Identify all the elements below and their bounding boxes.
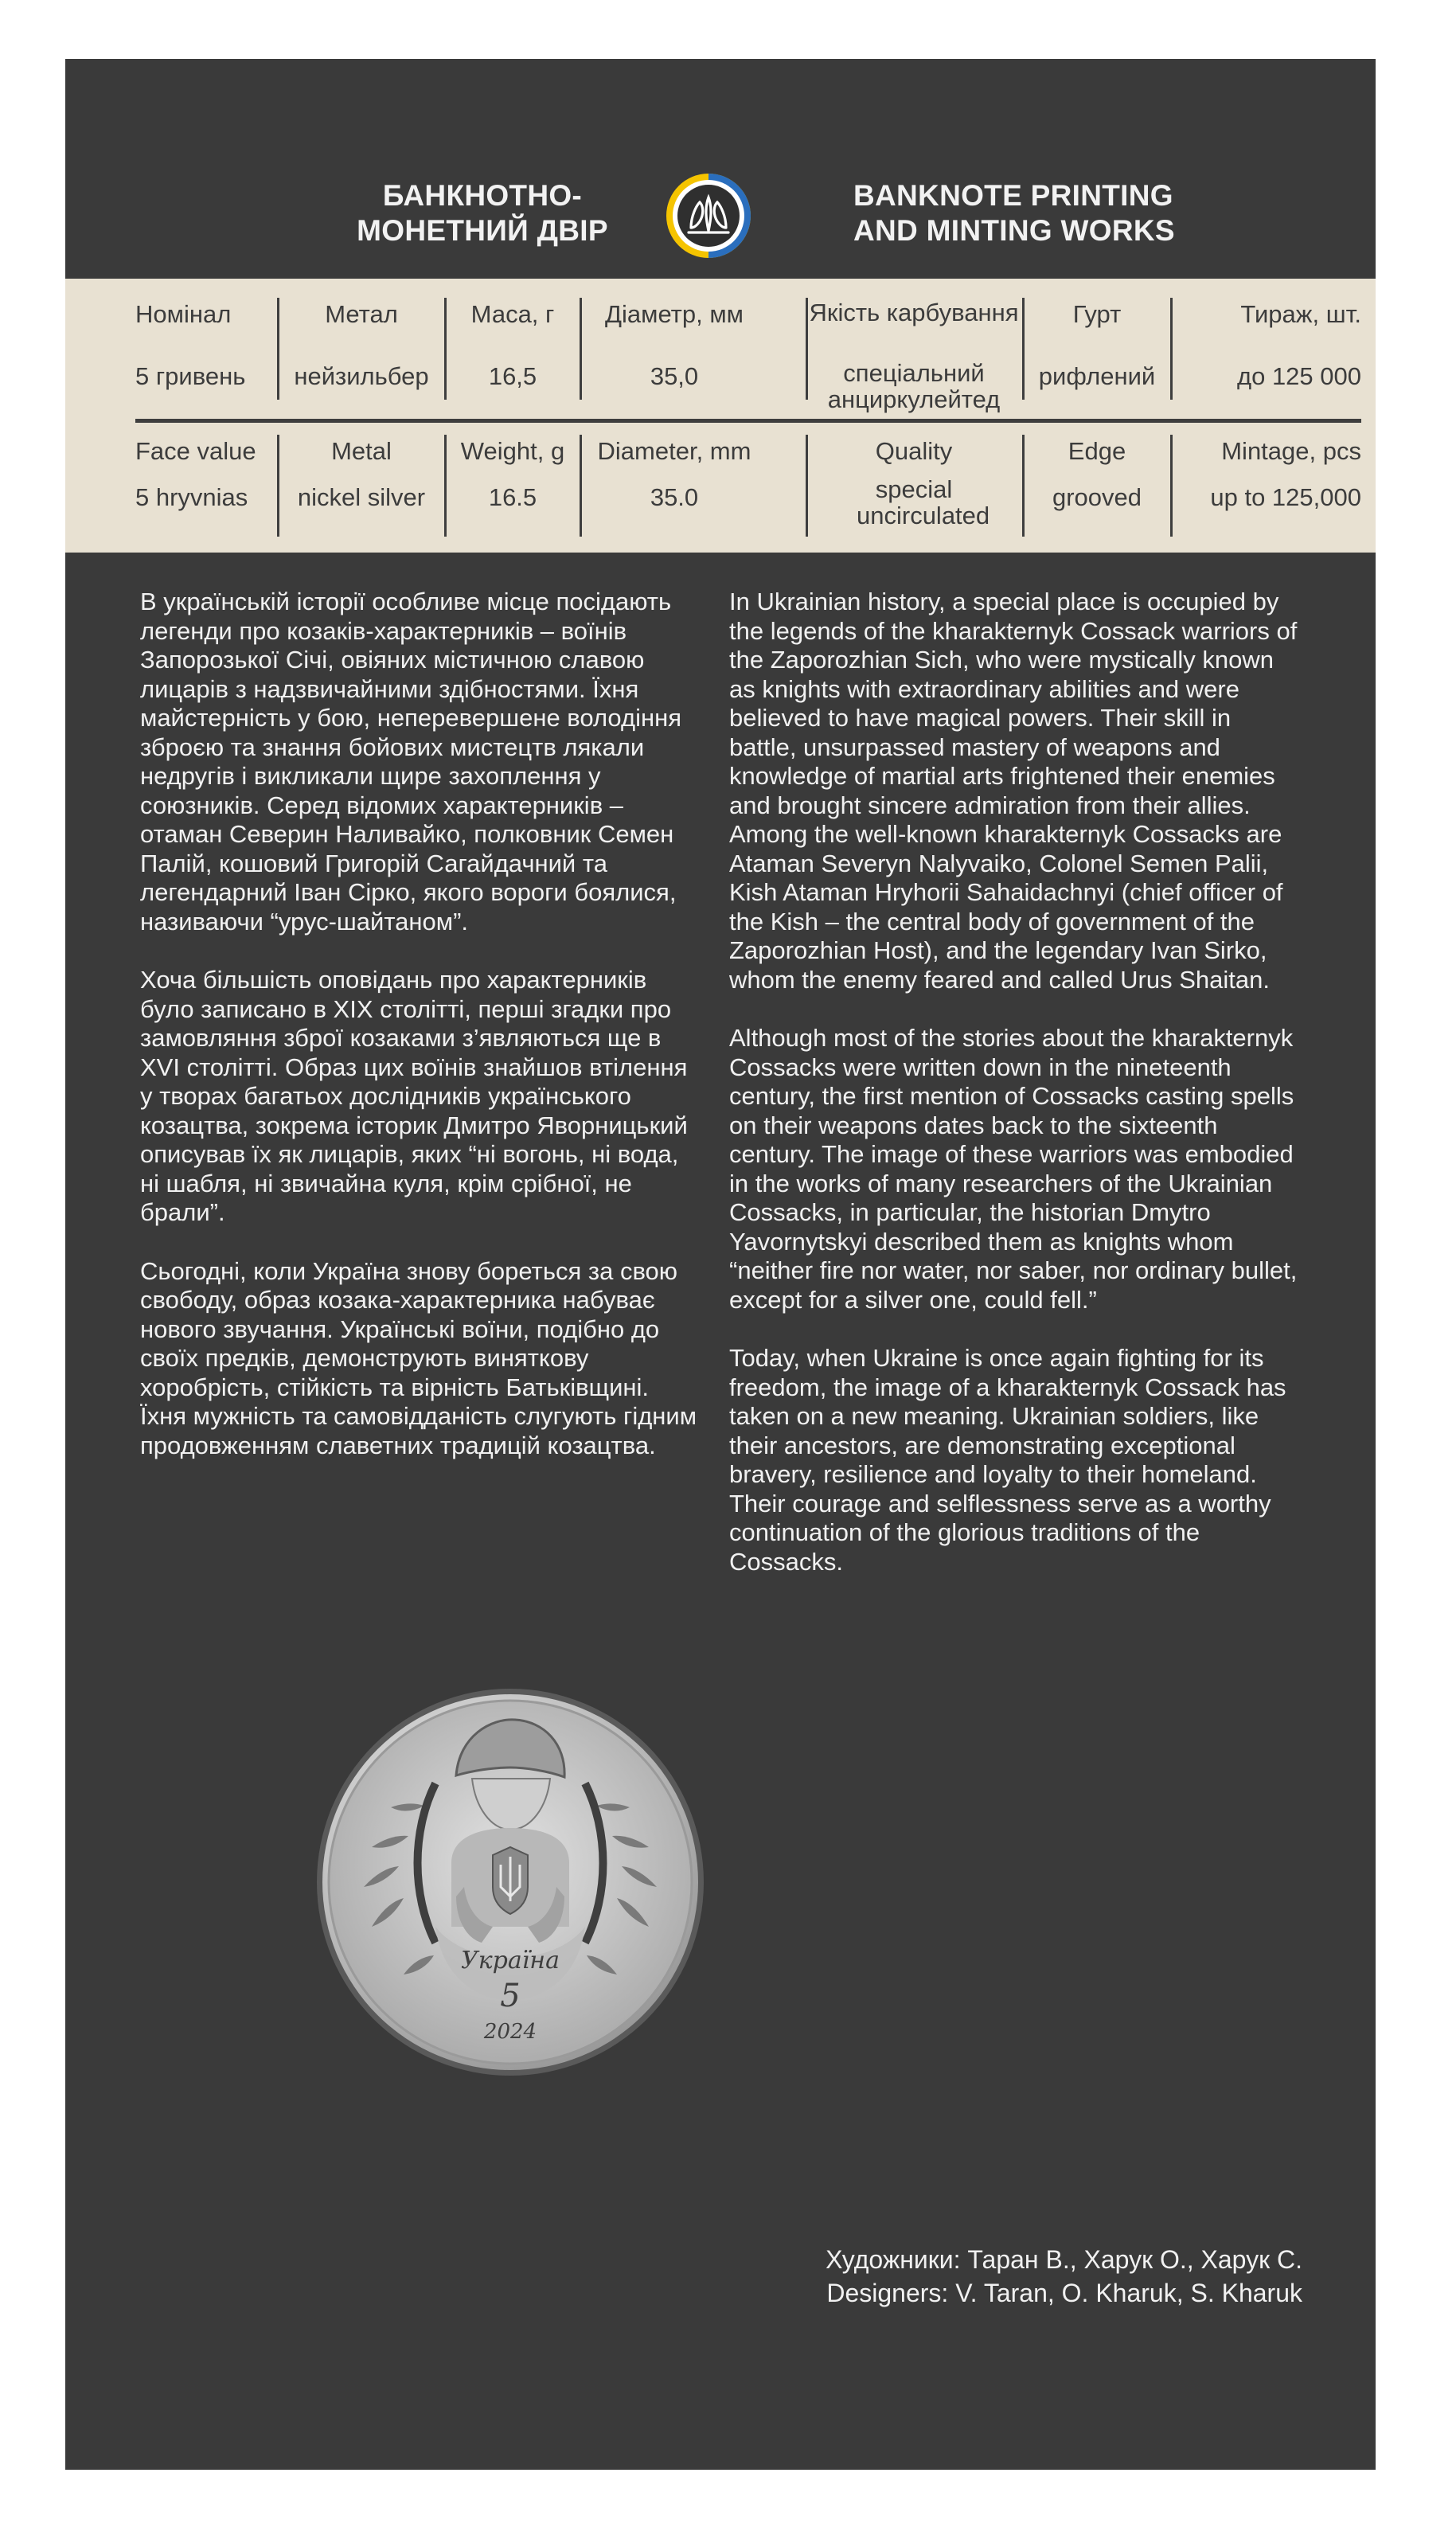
spec-header: Quality (875, 437, 953, 465)
spec-divider (806, 435, 808, 537)
spec-col-weight-ua (449, 293, 576, 404)
designers-credit-en: Designers: V. Taran, O. Kharuk, S. Kharuk (826, 2279, 1302, 2307)
spec-header: Face value (135, 437, 256, 465)
spec-header: Edge (1068, 437, 1126, 465)
spec-col-face-value-ua (135, 293, 271, 404)
header (65, 59, 1376, 275)
spec-value: нейзильбер (294, 362, 429, 390)
description-ua (140, 588, 697, 1490)
spec-header: Гурт (1072, 300, 1122, 328)
spec-col-face-value-en (135, 430, 271, 541)
mint-title-ua (347, 178, 618, 248)
spec-divider (444, 435, 447, 537)
spec-value: up to 125,000 (1210, 483, 1361, 511)
spec-value: рифлений (1038, 362, 1156, 390)
spec-value: 35,0 (650, 362, 699, 390)
description-paragraph: Сьогодні, коли Україна знову бореться за свою свободу, образ козака-характерника набуває нового звучання. Українські воїни, подібно до своїх предків, демонструють виняткову хоробрість, стійкість та вірність Батьківщині. Їхня мужність та самовідданість слугують гідним продовженням славетних традицій козацтва. (140, 1256, 697, 1459)
spec-value: спеціальний анциркулейтед (827, 359, 1001, 413)
spec-header: Weight, g (460, 437, 565, 465)
description-paragraph: Хоча більшість оповідань про характерників було записано в XIX столітті, перші згадки про замовляння зброї козаками з’являються ще в XVI столітті. Образ цих воїнів знайшов втілення у творах багатьох дослідників українського козацтва, зокрема історик Дмитро Яворницький описував їх як лицарів, яких “ні вогонь, ні вода, ні шабля, ні звичайна куля, крім срібної, не брали”. (140, 966, 688, 1226)
spec-col-quality-ua (809, 293, 1019, 413)
spec-col-diameter-ua (584, 293, 764, 404)
spec-value: 16,5 (488, 362, 537, 390)
spec-header: Номінал (135, 300, 232, 328)
description-paragraph: Although most of the stories about the kharakternyk Cossacks were written down in the nineteenth century, the first mention of Cossacks casting spells on their weapons dates back to the sixteenth century. The image of these warriors was embodied in the works of many researchers of the Ukrainian Cossacks, in particular, the historian Dmytro Yavornytskyi described them as knights whom “neither fire nor water, nor saber, nor ordinary bullet, except for a silver one, could fell.” (729, 1024, 1298, 1314)
mint-title-ua-line2: МОНЕТНИЙ ДВІР (357, 214, 608, 247)
spec-value: grooved (1052, 483, 1142, 511)
spec-value: nickel silver (297, 483, 426, 511)
spec-value: 35.0 (650, 483, 699, 511)
coin-folder-card (65, 59, 1376, 2470)
spec-divider (580, 435, 582, 537)
spec-col-edge-en (1027, 430, 1167, 541)
coin-denomination: 5 (500, 1978, 521, 2014)
spec-value: 16.5 (488, 483, 537, 511)
spec-col-mintage-en (1175, 430, 1361, 541)
description-paragraph: В українській історії особливе місце посідають легенди про козаків-характерників – воїнів Запорозької Січі, овіяних містичною славою лицарів з надзвичайними здібностями. Їхня майстерність у бою, неперевершене володіння зброєю та знання бойових мистецтв лякали недругів і викликали щире захоплення у союзників. Серед відомих характерників – отаман Северин Наливайко, полковник Семен Палій, кошовий Григорій Сагайдачний та легендарний Іван Сірко, якого вороги боялися, називаючи “урус-шайтаном”. (140, 588, 681, 936)
spec-divider (806, 298, 808, 400)
spec-value: до 125 000 (1237, 362, 1361, 390)
spec-value: special uncirculated (857, 475, 990, 529)
spec-value: 5 гривень (135, 362, 246, 390)
coin-inscription: Україна (461, 1947, 560, 1975)
spec-value: 5 hryvnias (135, 483, 248, 511)
spec-col-edge-ua (1027, 293, 1167, 404)
mint-title-en-line1: BANKNOTE PRINTING (853, 179, 1173, 212)
designers-credit-ua: Художники: Таран В., Харук О., Харук С. (826, 2245, 1302, 2274)
spec-header: Mintage, pcs (1221, 437, 1361, 465)
spec-col-weight-en (449, 430, 576, 541)
spec-col-metal-en (282, 430, 441, 541)
mint-title-ua-line1: БАНКНОТНО- (382, 179, 583, 212)
spec-divider (580, 298, 582, 400)
mint-emblem-icon (665, 172, 752, 260)
spec-header: Тираж, шт. (1240, 300, 1361, 328)
spec-col-mintage-ua (1175, 293, 1361, 404)
mint-title-en-line2: AND MINTING WORKS (853, 214, 1175, 247)
description-paragraph: In Ukrainian history, a special place is occupied by the legends of the kharakternyk Cossack warriors of the Zaporozhian Sich, who were mystically known as knights with extraordinary abilities and were believed to have magical powers. Their skill in battle, unsurpassed mastery of weapons and knowledge of martial arts frightened their enemies and brought sincere admiration from their allies. Among the well-known kharakternyk Cossacks are Ataman Severyn Nalyvaiko, Colonel Semen Palii, Kish Ataman Hryhorii Sahaidachnyi (chief officer of the Kish – the central body of government of the Zaporozhian Host), and the legendary Ivan Sirko, whom the enemy feared and called Urus Shaitan. (729, 588, 1298, 994)
specifications-band (65, 279, 1376, 553)
coin-year: 2024 (483, 2020, 537, 2044)
description-en (729, 588, 1302, 1606)
spec-divider (1022, 435, 1025, 537)
spec-divider (277, 435, 279, 537)
spec-header: Metal (331, 437, 392, 465)
spec-divider (1022, 298, 1025, 400)
description-paragraph: Today, when Ukraine is once again fighting for its freedom, the image of a kharakternyk Cossack has taken on a new meaning. Ukrainian soldiers, like their ancestors, are demonstrating exceptional bravery, resilience and loyalty to their homeland. Their courage and selflessness serve as a worthy continuation of the glorious traditions of the Cossacks. (729, 1344, 1286, 1576)
spec-divider (277, 298, 279, 400)
mint-title-en (853, 178, 1204, 248)
spec-col-quality-en (809, 430, 1019, 541)
spec-divider (1170, 435, 1173, 537)
spec-divider (444, 298, 447, 400)
coin-soldier-with-trident-icon (316, 1688, 705, 2076)
specs-table-ua (135, 293, 1361, 413)
spec-header: Diameter, mm (597, 437, 751, 465)
spec-divider (1170, 298, 1173, 400)
spec-col-metal-ua (282, 293, 441, 404)
spec-col-diameter-en (584, 430, 764, 541)
specs-divider-rule (135, 419, 1361, 423)
spec-header: Якість карбування (809, 299, 1019, 326)
spec-header: Метал (325, 300, 398, 328)
specs-table-en (135, 430, 1361, 541)
spec-header: Діаметр, мм (605, 300, 744, 328)
spec-header: Маса, г (470, 300, 555, 328)
